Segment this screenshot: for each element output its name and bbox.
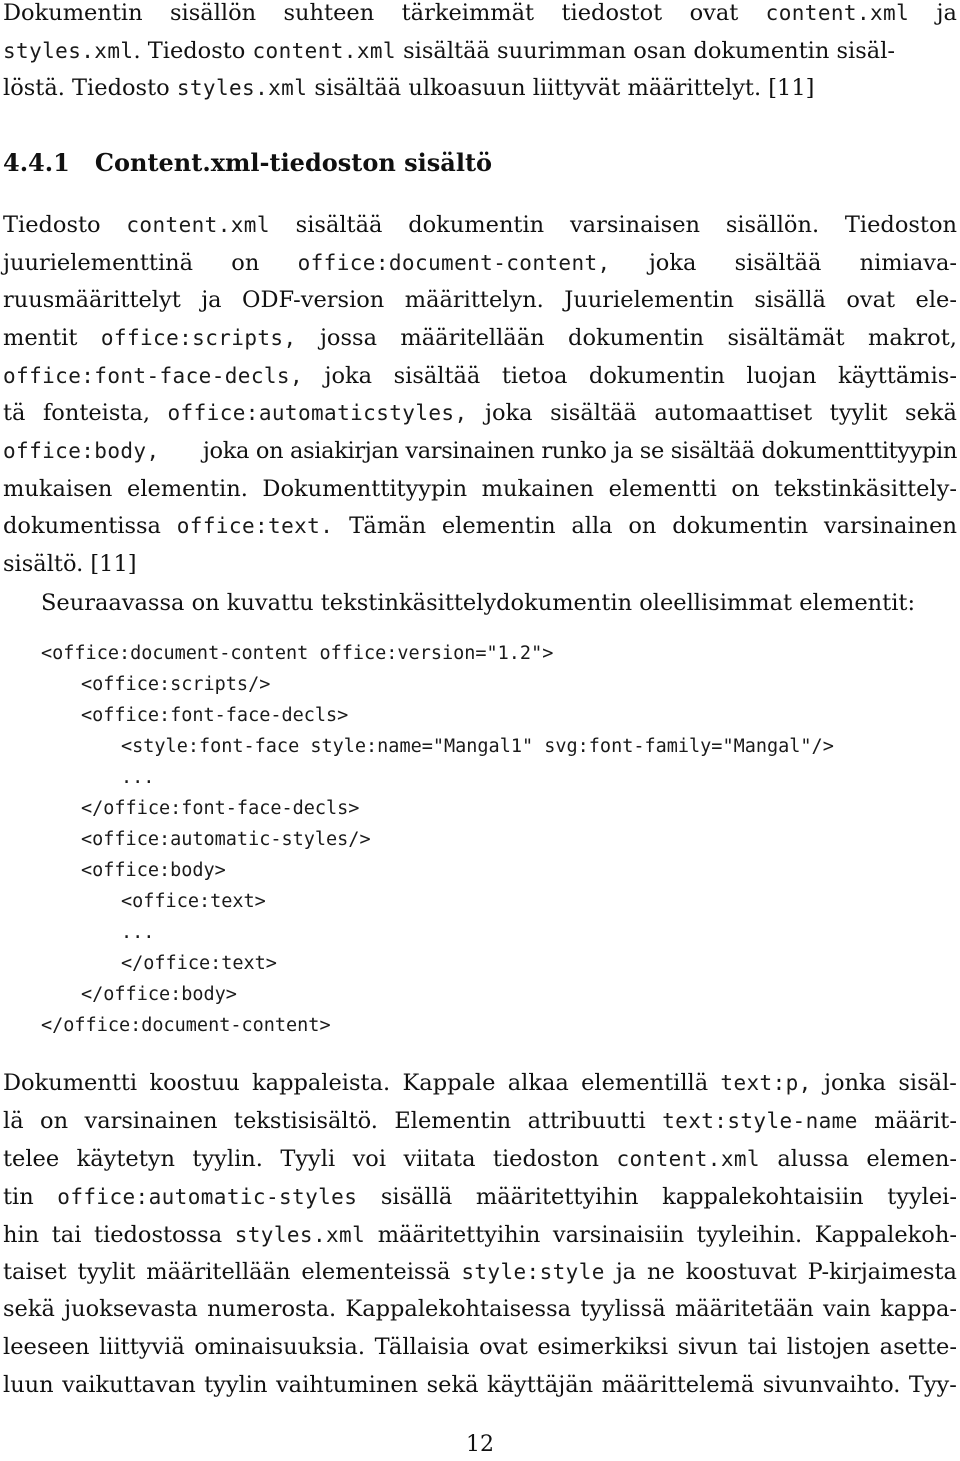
code-term: styles.xml xyxy=(176,76,308,100)
word: tai xyxy=(747,1334,778,1360)
paragraph3-line6 xyxy=(3,1255,957,1289)
code-term: office:font-face-decls, xyxy=(3,364,303,388)
code-line: <office:font-face-decls> xyxy=(81,705,349,726)
word: joka xyxy=(485,400,533,426)
word: elementeissä xyxy=(301,1259,451,1285)
code-term: content.xml xyxy=(126,213,270,237)
word: lä xyxy=(3,1108,24,1134)
code-line: <office:scripts/> xyxy=(81,674,271,695)
word: P-kirjaimesta xyxy=(807,1259,957,1285)
word: varsinainen xyxy=(84,1108,218,1134)
text: joka on asiakirjan varsinainen runko ja se sisältää dokumenttityypin xyxy=(202,438,957,464)
word: numerosta. xyxy=(207,1296,337,1322)
word: joka xyxy=(324,363,373,389)
word: kappalekohtaisiin xyxy=(662,1184,864,1210)
paragraph3-line8 xyxy=(3,1330,957,1364)
word: ja xyxy=(936,0,957,26)
word: määrittelemä xyxy=(601,1372,755,1398)
word: sivunvaihto. xyxy=(762,1372,901,1398)
paragraph2-line5 xyxy=(3,359,957,393)
word: luojan xyxy=(746,363,817,389)
code-line: <office:text> xyxy=(121,891,266,912)
section-heading xyxy=(3,146,957,180)
code-term: office:body, xyxy=(3,439,160,463)
code-term: office:document-content, xyxy=(297,251,611,275)
word: on xyxy=(731,476,760,502)
code-term: office:scripts, xyxy=(100,326,297,350)
word: määritettyihin xyxy=(377,1222,541,1248)
paragraph2-line1 xyxy=(3,208,957,242)
word: tyylit xyxy=(829,400,888,426)
word: Tiedosto xyxy=(3,212,101,238)
text: Seuraavassa on kuvattu tekstinkäsittelydokumentin oleellisimmat elementit: xyxy=(41,590,916,616)
word: määritellään xyxy=(400,325,545,351)
word: koostuu xyxy=(149,1070,240,1096)
text: sisältö. [11] xyxy=(3,551,137,577)
word: Tyyli xyxy=(280,1146,336,1172)
word: Elementin xyxy=(394,1108,512,1134)
code-line: </office:body> xyxy=(81,984,237,1005)
paragraph1-line3 xyxy=(3,71,957,105)
code-line: </office:text> xyxy=(121,953,277,974)
word: vaikuttavan xyxy=(62,1372,196,1398)
word: nimiava- xyxy=(859,250,957,276)
section-title: Content.xml-tiedoston sisältö xyxy=(94,148,493,177)
word: dokumentin xyxy=(588,363,725,389)
code-term: content.xml xyxy=(252,39,396,63)
word: määrit- xyxy=(874,1108,957,1134)
paragraph3-line5 xyxy=(3,1218,957,1252)
word: asette- xyxy=(879,1334,957,1360)
word: tyylissä xyxy=(580,1296,666,1322)
word: Dokumenttityypin xyxy=(262,476,468,502)
word: juoksevasta xyxy=(64,1296,198,1322)
code-term: styles.xml xyxy=(234,1223,366,1247)
word: sivun xyxy=(677,1334,739,1360)
paragraph1-line1 xyxy=(3,0,957,30)
word: tiedostot xyxy=(561,0,663,26)
word: määritetään xyxy=(674,1296,814,1322)
word: ODF-version xyxy=(242,287,385,313)
word: telee xyxy=(3,1146,60,1172)
word: käytetyn xyxy=(76,1146,175,1172)
word: ovat xyxy=(846,287,896,313)
paragraph2-line10 xyxy=(3,547,957,581)
word: varsinaisiin xyxy=(552,1222,685,1248)
code-term: text:style-name xyxy=(662,1109,858,1133)
word: on xyxy=(40,1108,69,1134)
word: elementillä xyxy=(581,1070,709,1096)
word: ovat xyxy=(689,0,739,26)
word: sisältämät xyxy=(727,325,845,351)
word: tin xyxy=(3,1184,34,1210)
word: vain xyxy=(823,1296,871,1322)
word: tyyleihin. xyxy=(696,1222,803,1248)
word: on xyxy=(628,513,657,539)
word: sisällön. xyxy=(725,212,820,238)
text: sisältää suurimman osan dokumentin sisäl- xyxy=(395,38,896,64)
word: kappa- xyxy=(880,1296,957,1322)
code-line: <style:font-face style:name="Mangal1" svg:font-family="Mangal"/> xyxy=(121,736,834,757)
code-line: <office:document-content office:version="1.2"> xyxy=(41,643,554,664)
word: sisältää xyxy=(550,400,637,426)
code-term: content.xml xyxy=(616,1147,760,1171)
word: määrittelyn. xyxy=(404,287,544,313)
word: varsinaisen xyxy=(569,212,701,238)
word: tekstinkäsittely- xyxy=(774,476,957,502)
word: mukaisen xyxy=(3,476,113,502)
section-number: 4.4.1 xyxy=(3,148,70,177)
word: elementti xyxy=(608,476,717,502)
word: suhteen xyxy=(283,0,375,26)
word: sisällä xyxy=(380,1184,453,1210)
code-line: <office:body> xyxy=(81,860,226,881)
word: tietoa xyxy=(501,363,568,389)
word: Dokumentti xyxy=(3,1070,138,1096)
word: Juurielementin xyxy=(564,287,734,313)
word: joka xyxy=(648,250,697,276)
word: ele- xyxy=(915,287,957,313)
page-number: 12 xyxy=(466,1432,494,1457)
code-line: </office:font-face-decls> xyxy=(81,798,360,819)
word: Kappalekoh- xyxy=(814,1222,957,1248)
word: Tiedoston xyxy=(844,212,957,238)
word: tiedostossa xyxy=(93,1222,223,1248)
word: on xyxy=(231,250,260,276)
word: koostuvat xyxy=(685,1259,797,1285)
paragraph3-line1 xyxy=(3,1066,957,1100)
code-line: </office:document-content> xyxy=(41,1015,331,1036)
word: sisällön xyxy=(169,0,257,26)
word: määritettyihin xyxy=(475,1184,639,1210)
word: listojen xyxy=(786,1334,871,1360)
word: dokumentin xyxy=(672,513,809,539)
paragraph2-line9 xyxy=(3,509,957,543)
word: elementin. xyxy=(127,476,248,502)
word: alussa xyxy=(777,1146,849,1172)
word: attribuutti xyxy=(527,1108,646,1134)
paragraph3-line3 xyxy=(3,1142,957,1176)
word: leeseen xyxy=(3,1334,90,1360)
word: juurielementtinä xyxy=(3,250,194,276)
word: tiedoston xyxy=(492,1146,600,1172)
word: luun xyxy=(3,1372,54,1398)
word: ominaisuuksia. xyxy=(194,1334,365,1360)
word: fonteista, xyxy=(42,400,151,426)
paragraph2-line2 xyxy=(3,246,957,280)
word: tai xyxy=(51,1222,82,1248)
word: alla xyxy=(571,513,613,539)
word: kappaleista. xyxy=(252,1070,391,1096)
word: elementin xyxy=(441,513,556,539)
paragraph3-line2 xyxy=(3,1104,957,1138)
word: ruusmäärittelyt xyxy=(3,287,181,313)
word: Dokumentin xyxy=(3,0,143,26)
word: hin xyxy=(3,1222,40,1248)
word: dokumentissa xyxy=(3,513,161,539)
word: Tämän xyxy=(349,513,427,539)
word: vaihtuminen xyxy=(275,1372,419,1398)
code-term: styles.xml xyxy=(3,39,134,63)
word: dokumentin xyxy=(408,212,545,238)
paragraph3-line7 xyxy=(3,1292,957,1326)
word: sisäl- xyxy=(898,1070,957,1096)
word: mentit xyxy=(3,325,78,351)
word: Tällaisia xyxy=(374,1334,470,1360)
word: makrot, xyxy=(868,325,957,351)
code-line: ... xyxy=(121,767,155,788)
word: tyylit xyxy=(77,1259,136,1285)
code-line: <office:automatic-styles/> xyxy=(81,829,371,850)
word: varsinainen xyxy=(823,513,957,539)
word: elemen- xyxy=(866,1146,957,1172)
paragraph2-line3 xyxy=(3,283,957,317)
text: löstä. Tiedosto xyxy=(3,75,177,101)
code-term: text:p, xyxy=(720,1071,812,1095)
paragraph1-line2 xyxy=(3,34,957,68)
word: sisältää xyxy=(734,250,822,276)
word: sekä xyxy=(3,1296,55,1322)
word: viitata xyxy=(403,1146,476,1172)
code-term: style:style xyxy=(461,1260,605,1284)
paragraph2-line4 xyxy=(3,321,957,355)
paragraph2-line6 xyxy=(3,396,957,430)
text: sisältää ulkoasuun liittyvät määrittelyt. [11] xyxy=(307,75,815,101)
word: tyylin. xyxy=(192,1146,263,1172)
word: käyttämis- xyxy=(838,363,957,389)
word: ovat xyxy=(479,1334,528,1360)
code-term: office:automaticstyles, xyxy=(167,401,468,425)
word: taiset xyxy=(3,1259,67,1285)
word: mukainen xyxy=(481,476,595,502)
word: jossa xyxy=(319,325,377,351)
word: Kappale xyxy=(402,1070,496,1096)
word: ja xyxy=(615,1259,637,1285)
word: sisältää xyxy=(393,363,481,389)
word: tekstisisältö. xyxy=(233,1108,378,1134)
word: esimerkiksi xyxy=(537,1334,669,1360)
paragraph2-line8 xyxy=(3,472,957,506)
word: Kappalekohtaisessa xyxy=(345,1296,572,1322)
word: käyttäjän xyxy=(486,1372,594,1398)
code-line: ... xyxy=(121,922,155,943)
word: ja xyxy=(201,287,222,313)
word: voi xyxy=(352,1146,387,1172)
word: ne xyxy=(647,1259,675,1285)
paragraph3-line4 xyxy=(3,1180,957,1214)
code-term: office:text. xyxy=(176,514,334,538)
text: . Tiedosto xyxy=(133,38,253,64)
paragraph2-line11 xyxy=(41,586,957,620)
word: sisällä xyxy=(754,287,826,313)
word: Tyy- xyxy=(908,1372,957,1398)
code-term: office:automatic-styles xyxy=(57,1185,358,1209)
word: tä xyxy=(3,400,26,426)
word: jonka xyxy=(824,1070,887,1096)
paragraph2-line7 xyxy=(3,434,957,468)
word: sekä xyxy=(426,1372,479,1398)
word: liittyviä xyxy=(99,1334,185,1360)
word: sisältää xyxy=(295,212,383,238)
word: sekä xyxy=(905,400,957,426)
word: tärkeimmät xyxy=(401,0,535,26)
word: tyylin xyxy=(204,1372,268,1398)
paragraph3-line9 xyxy=(3,1368,957,1402)
word: alkaa xyxy=(507,1070,569,1096)
word: automaattiset xyxy=(654,400,813,426)
word: määritellään xyxy=(146,1259,291,1285)
word: tyylei- xyxy=(887,1184,957,1210)
code-term: content.xml xyxy=(765,1,910,25)
word: dokumentin xyxy=(568,325,704,351)
